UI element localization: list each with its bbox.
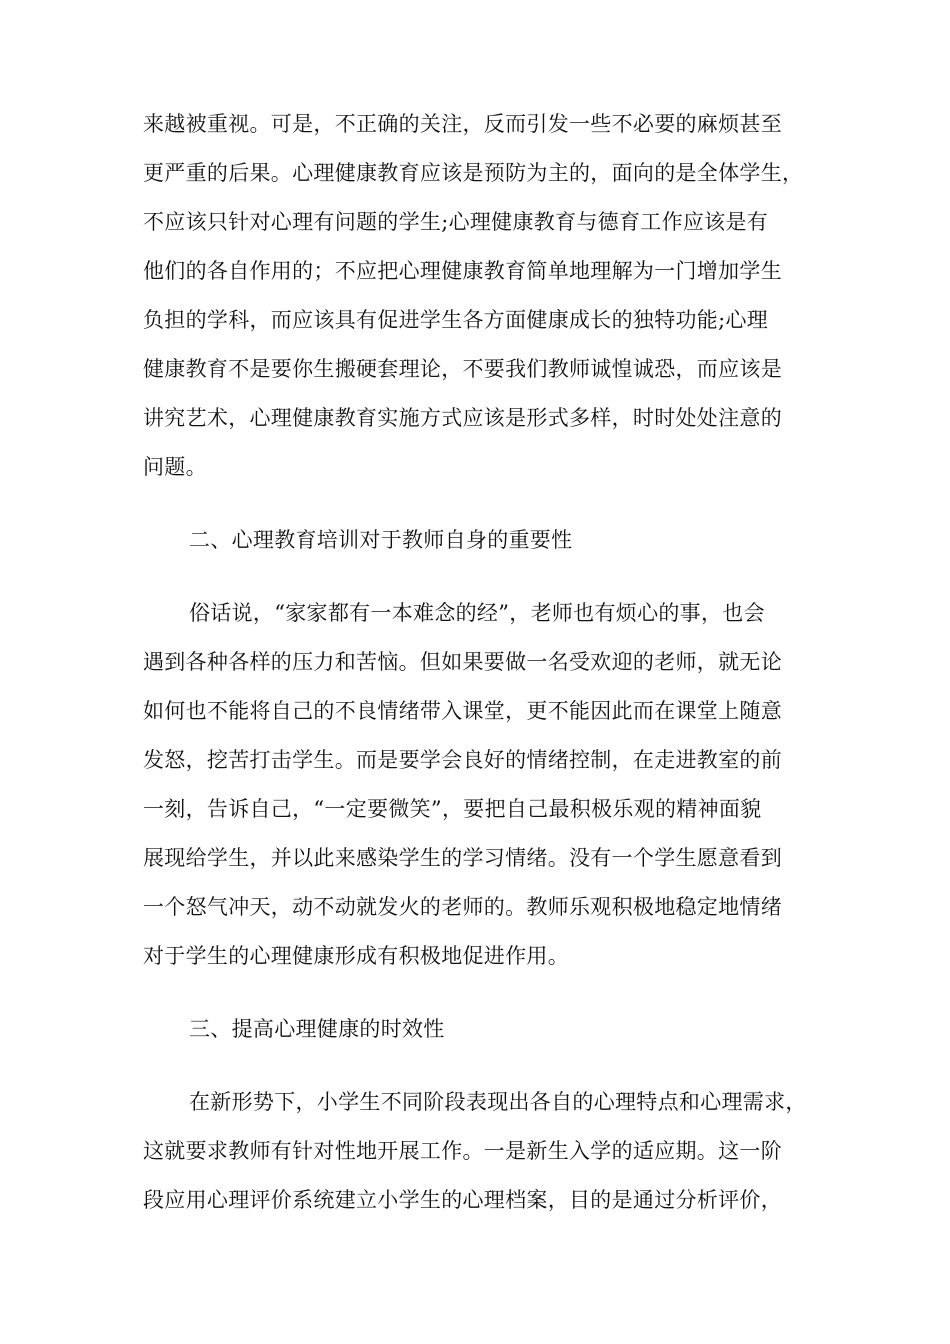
paragraph-line: 来越被重视。可是，不正确的关注，反而引发一些不必要的麻烦甚至 — [143, 112, 782, 136]
paragraph-line: 发怒，挖苦打击学生。而是要学会良好的情绪控制，在走进教室的前 — [143, 748, 782, 772]
paragraph-3 — [143, 1078, 811, 1225]
paragraph-line: 遇到各种各样的压力和苦恼。但如果要做一名受欢迎的老师，就无论 — [143, 650, 782, 674]
section-heading-3: 三、提高心理健康的时效性 — [189, 1017, 445, 1041]
paragraph-line: 段应用心理评价系统建立小学生的心理档案，目的是通过分析评价， — [143, 1188, 782, 1212]
paragraph-line: 一刻，告诉自己，“一定要微笑”，要把自己最积极乐观的精神面貌 — [143, 797, 762, 821]
paragraph-line: 更严重的后果。心理健康教育应该是预防为主的，面向的是全体学生， — [143, 161, 804, 185]
paragraph-line: 他们的各自作用的；不应把心理健康教育简单地理解为一门增加学生 — [143, 259, 782, 283]
paragraph-line: 不应该只针对心理有问题的学生;心理健康教育与德育工作应该是有 — [143, 210, 769, 234]
paragraph-line: 展现给学生，并以此来感染学生的学习情绪。没有一个学生愿意看到 — [143, 846, 782, 870]
paragraph-1 — [143, 100, 811, 492]
paragraph-line: 负担的学科，而应该具有促进学生各方面健康成长的独特功能;心理 — [143, 308, 769, 332]
paragraph-line: 如何也不能将自己的不良情绪带入课堂，更不能因此而在课堂上随意 — [143, 699, 782, 723]
paragraph-line: 这就要求教师有针对性地开展工作。一是新生入学的适应期。这一阶 — [143, 1139, 782, 1163]
paragraph-gap — [143, 1054, 811, 1078]
paragraph-line: 俗话说，“家家都有一本难念的经”，老师也有烦心的事，也会 — [189, 601, 765, 625]
paragraph-line: 问题。 — [143, 455, 207, 479]
paragraph-line: 一个怒气冲天，动不动就发火的老师的。教师乐观积极地稳定地情绪 — [143, 895, 782, 919]
paragraph-2 — [143, 589, 811, 981]
paragraph-line: 对于学生的心理健康形成有积极地促进作用。 — [143, 944, 569, 968]
paragraph-line: 在新形势下，小学生不同阶段表现出各自的心理特点和心理需求， — [189, 1090, 807, 1114]
paragraph-gap — [143, 565, 811, 589]
section-heading-2: 二、心理教育培训对于教师自身的重要性 — [189, 528, 573, 552]
paragraph-gap — [143, 981, 811, 1005]
paragraph-line: 健康教育不是要你生搬硬套理论，不要我们教师诚惶诚恐，而应该是 — [143, 357, 782, 381]
paragraph-gap — [143, 492, 811, 516]
paragraph-line: 讲究艺术，心理健康教育实施方式应该是形式多样，时时处处注意的 — [143, 406, 782, 430]
document-page — [143, 100, 811, 1225]
